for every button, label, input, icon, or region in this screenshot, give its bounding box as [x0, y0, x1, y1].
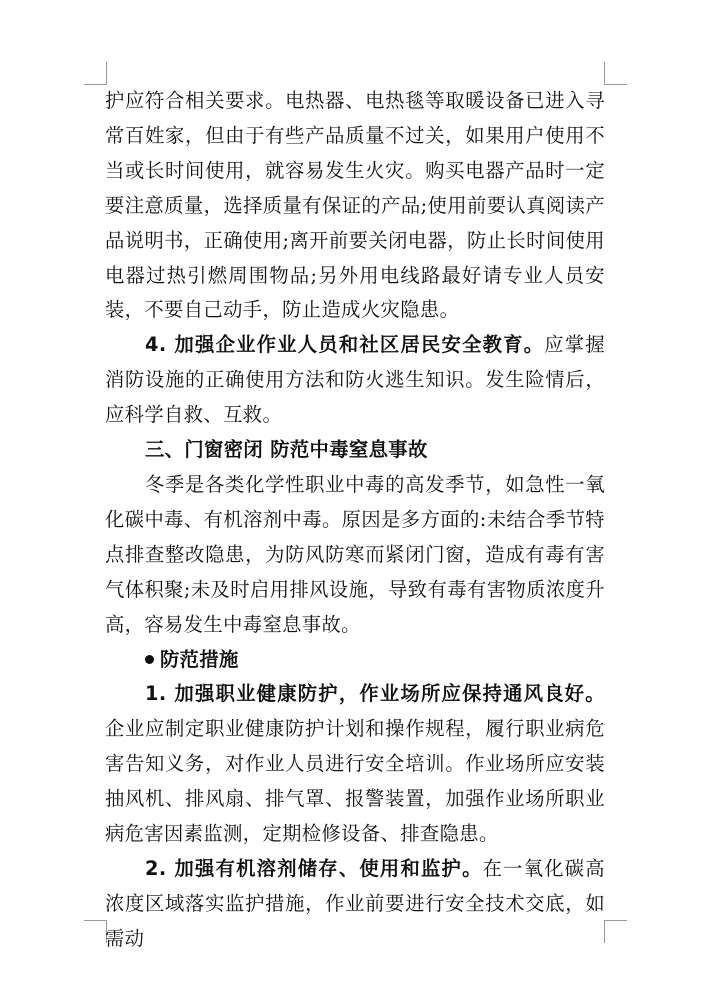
paragraph-safety-education — [105, 328, 605, 433]
paragraph-lead-bold: 1. 加强职业健康防护，作业场所应保持通风良好。 — [145, 682, 605, 706]
crop-mark-top-right — [604, 62, 627, 85]
paragraph-heating-devices — [105, 84, 605, 328]
document-body — [105, 84, 605, 957]
crop-mark-bottom-right — [604, 920, 627, 943]
paragraph-lead-bold: 2. 加强有机溶剂储存、使用和监护。 — [145, 856, 483, 880]
paragraph-text: 冬季是各类化学性职业中毒的高发季节，如急性一氧化碳中毒、有机溶剂中毒。原因是多方面的:未结合季节特点排查整改隐患，为防风防寒而紧闭门窗，造成有毒有害气体积聚;未及时启用排风设施，导致有毒有害物质浓度升高，容易发生中毒窒息事故。 — [105, 472, 605, 636]
paragraph-lead-bold: 4. 加强企业作业人员和社区居民安全教育。 — [145, 333, 545, 357]
crop-mark-top-left — [84, 62, 107, 85]
bullet-dot-icon — [145, 655, 154, 664]
crop-mark-bottom-left — [84, 920, 107, 943]
paragraph-text: 在一氧化碳高浓度区域落实监护措施，作业前要进行安全技术交底，如需动 — [105, 856, 605, 950]
paragraph-winter-poisoning — [105, 468, 605, 643]
paragraph-text: 护应符合相关要求。电热器、电热毯等取暖设备已进入寻常百姓家，但由于有些产品质量不过关，如果用户使用不当或长时间使用，就容易发生火灾。购买电器产品时一定要注意质量，选择质量有保证的产品;使用前要认真阅读产品说明书，正确使用;离开前要关闭电器，防止长时间使用电器过热引燃周围物品;另外用电线路最好请专业人员安装，不要自己动手，防止造成火灾隐患。 — [105, 89, 605, 322]
paragraph-text: 企业应制定职业健康防护计划和操作规程，履行职业病危害告知义务，对作业人员进行安全培训。作业场所应安装抽风机、排风扇、排气罩、报警装置，加强作业场所职业病危害因素监测，定期检修设备、排查隐患。 — [105, 717, 605, 846]
paragraph-occupational-health — [105, 677, 605, 852]
paragraph-organic-solvents — [105, 852, 605, 957]
bullet-label: 防范措施 — [160, 647, 239, 671]
section-heading: 三、门窗密闭 防范中毒窒息事故 — [145, 438, 428, 462]
bullet-heading-measures — [105, 643, 605, 678]
paragraph-text: 应掌握消防设施的正确使用方法和防火逃生知识。发生险情后，应科学自救、互救。 — [105, 333, 605, 427]
